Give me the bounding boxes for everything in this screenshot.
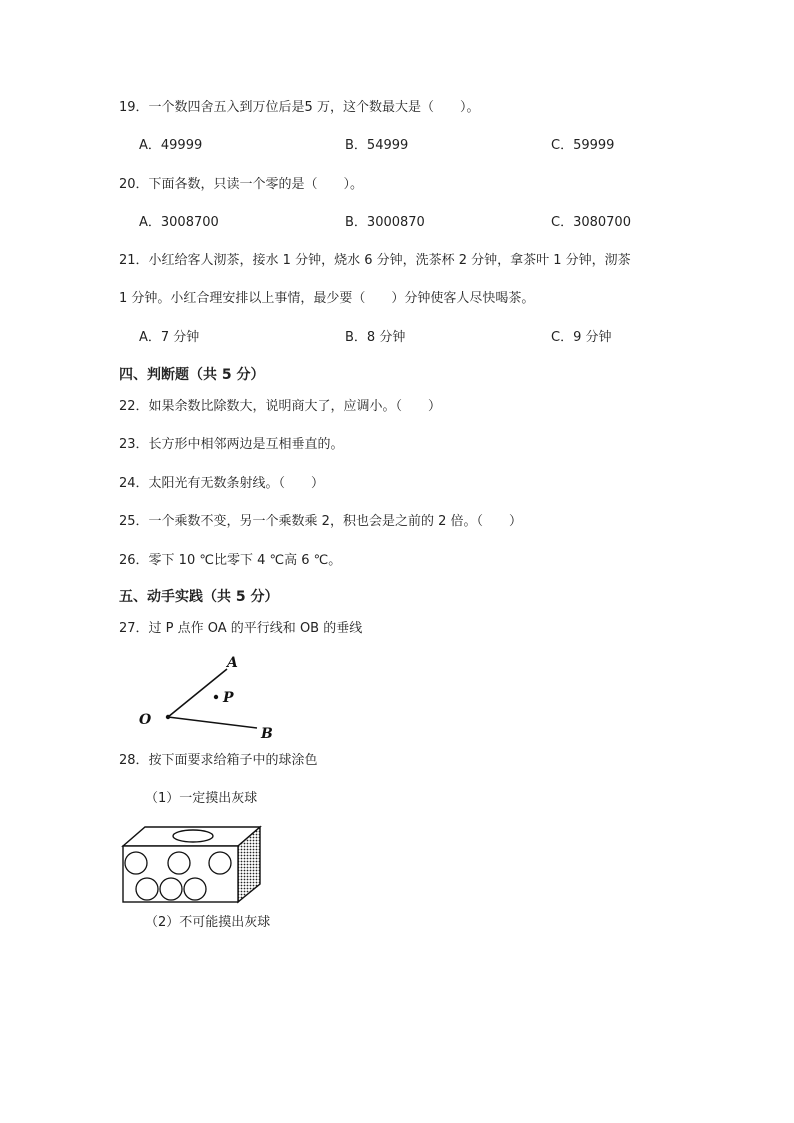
question-19: 19．一个数四舍五入到万位后是5 万，这个数最大是（ ）。 (119, 100, 480, 115)
ray-oa (168, 669, 227, 717)
q19-option-b: B．54999 (345, 138, 409, 153)
box-figure (120, 824, 270, 904)
question-24: 24．太阳光有无数条射线。（ ） (119, 476, 325, 491)
q20-option-b: B．3000870 (345, 215, 425, 230)
q21-option-c: C．9 分钟 (551, 330, 612, 345)
point-o (166, 715, 170, 719)
q20-option-a: A．3008700 (139, 215, 219, 230)
section-4-title: 四、判断题（共 5 分） (119, 367, 265, 383)
question-28-part-2: （2）不可能摸出灰球 (145, 915, 271, 930)
q20-option-c: C．3080700 (551, 215, 631, 230)
question-27: 27．过 P 点作 OA 的平行线和 OB 的垂线 (119, 621, 363, 636)
box-opening (173, 830, 213, 842)
question-28: 28．按下面要求给箱子中的球涂色 (119, 753, 318, 768)
label-a: A (227, 655, 238, 671)
ball[interactable] (160, 878, 182, 900)
ray-ob (168, 717, 257, 728)
ball[interactable] (136, 878, 158, 900)
label-b: B (261, 726, 273, 742)
label-p: P (223, 690, 234, 706)
point-p (214, 695, 218, 699)
question-25: 25．一个乘数不变，另一个乘数乘 2，积也会是之前的 2 倍。（ ） (119, 514, 522, 529)
question-23: 23．长方形中相邻两边是互相垂直的。 (119, 437, 344, 452)
q21-option-b: B．8 分钟 (345, 330, 406, 345)
ball[interactable] (125, 852, 147, 874)
question-28-part-1: （1）一定摸出灰球 (145, 791, 258, 806)
q19-option-c: C．59999 (551, 138, 615, 153)
section-5-title: 五、动手实践（共 5 分） (119, 589, 279, 605)
ball[interactable] (184, 878, 206, 900)
ball[interactable] (209, 852, 231, 874)
q19-option-a: A．49999 (139, 138, 203, 153)
ball[interactable] (168, 852, 190, 874)
question-21-line1: 21．小红给客人沏茶，接水 1 分钟，烧水 6 分钟，洗茶杯 2 分钟，拿茶叶 1 分钟，沏茶 (119, 253, 631, 268)
angle-figure (135, 652, 285, 742)
question-21-line2: 1 分钟。小红合理安排以上事情，最少要（ ）分钟使客人尽快喝茶。 (119, 291, 535, 306)
label-o: O (139, 712, 152, 728)
question-26: 26．零下 10 ℃比零下 4 ℃高 6 ℃。 (119, 553, 342, 568)
question-22: 22．如果余数比除数大，说明商大了，应调小。（ ） (119, 399, 442, 414)
question-20: 20．下面各数，只读一个零的是（ ）。 (119, 177, 364, 192)
q21-option-a: A．7 分钟 (139, 330, 200, 345)
